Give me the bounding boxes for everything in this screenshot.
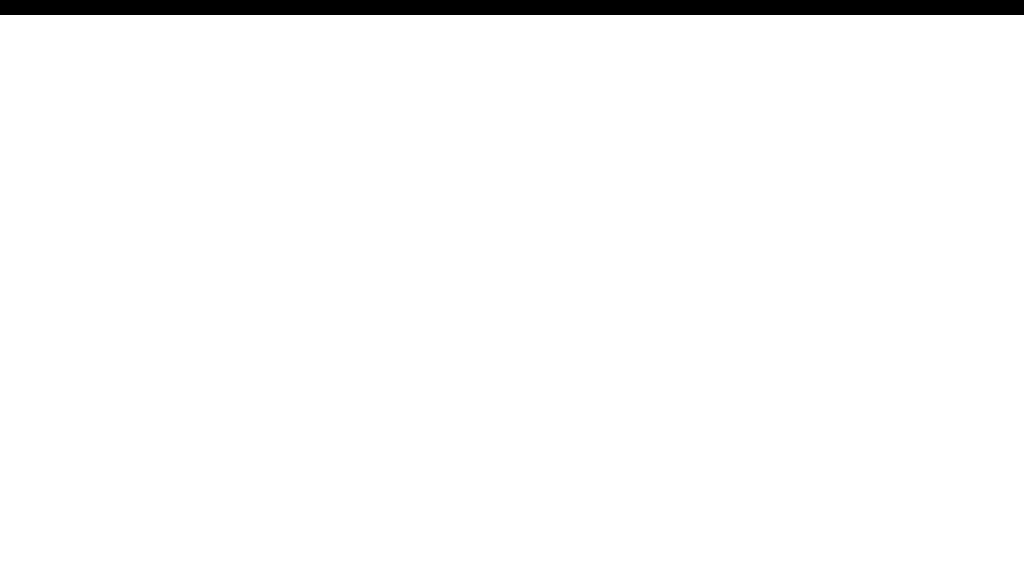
table-header [0, 0, 1024, 15]
header-type [0, 0, 205, 15]
header-articles [205, 0, 410, 15]
header-options [410, 0, 1024, 15]
